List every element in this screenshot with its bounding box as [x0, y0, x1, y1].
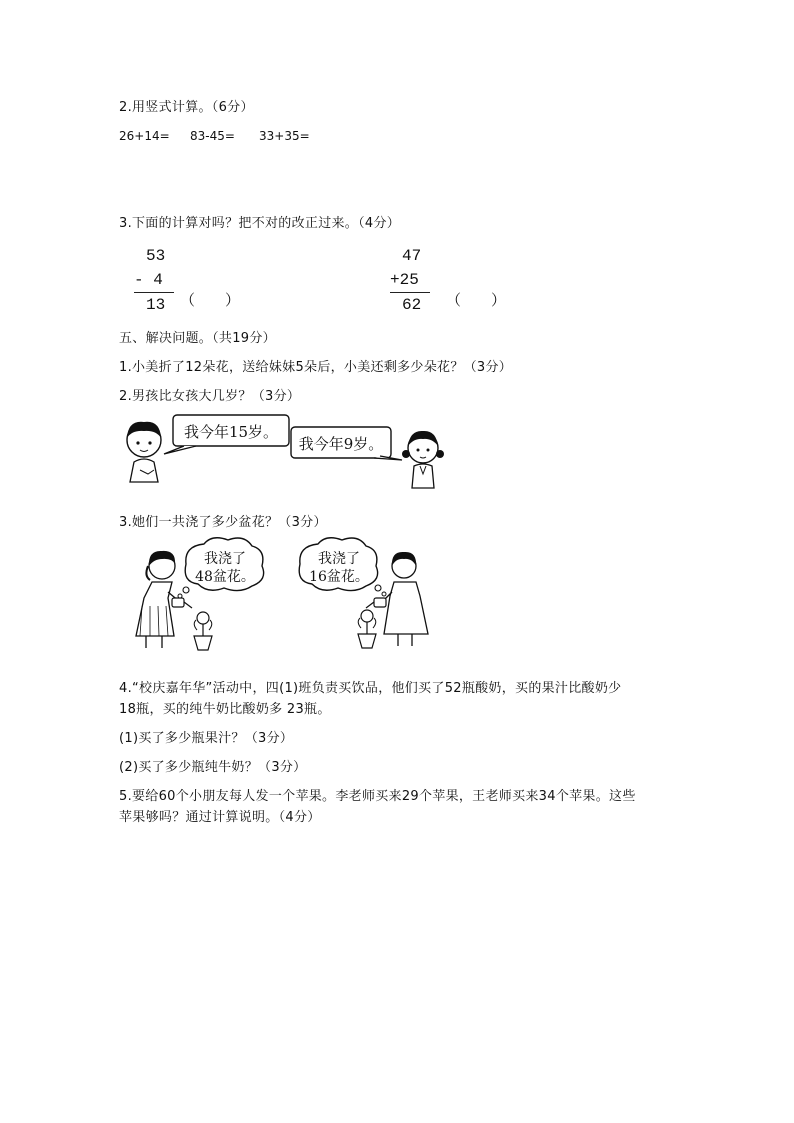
- left-thought-line-1: 我浇了: [204, 551, 246, 567]
- q2-problem-3: 33+35=: [259, 129, 310, 143]
- age-illustration: [118, 410, 458, 490]
- calc-a-top: 53: [146, 247, 166, 265]
- calc-b-operand: +25: [390, 271, 419, 289]
- left-flower-pot: [194, 612, 212, 650]
- boy-speech-text: 我今年15岁。: [183, 423, 279, 441]
- q2-problem-1: 26+14=: [119, 129, 170, 143]
- right-thought-line-2: 16盆花。: [309, 569, 369, 585]
- left-girl-illustration: [136, 551, 192, 648]
- answer-paren-a[interactable]: （ ）: [180, 291, 241, 309]
- section5-title: 五、解决问题。（共19分）: [119, 331, 276, 346]
- boy-illustration: [127, 422, 161, 482]
- problem-4-sub-2: (2)买了多少瓶纯牛奶？（3分）: [119, 760, 307, 775]
- problem-1: 1.小美折了12朵花，送给妹妹5朵后，小美还剩多少朵花？（3分）: [119, 360, 513, 375]
- problem-4-line-2: 18瓶，买的纯牛奶比酸奶多 23瓶。: [119, 702, 331, 717]
- problem-4-sub-1: (1)买了多少瓶果汁？（3分）: [119, 731, 294, 746]
- right-flower-pot: [358, 610, 376, 648]
- watering-illustration: [128, 536, 438, 654]
- problem-4-line-1: 4.“校庆嘉年华”活动中，四(1)班负责买饮品，他们买了52瓶酸奶，买的果汁比酸奶少: [119, 681, 622, 696]
- right-thought-line-1: 我浇了: [318, 551, 360, 567]
- girl-illustration: [402, 431, 444, 488]
- calc-b-top: 47: [402, 247, 422, 265]
- vertical-calc-b: [390, 244, 430, 317]
- problem-5-line-1: 5.要给60个小朋友每人发一个苹果。李老师买来29个苹果，王老师买来34个苹果。这些: [119, 789, 636, 804]
- q2-title: 2.用竖式计算。（6分）: [119, 100, 254, 115]
- left-thought-line-2: 48盆花。: [195, 569, 255, 585]
- girl-speech-text: 我今年9岁。: [298, 435, 384, 453]
- vertical-calc-a: [134, 244, 174, 317]
- q2-problem-2: 83-45=: [190, 129, 235, 143]
- problem-5-line-2: 苹果够吗？通过计算说明。（4分）: [119, 810, 321, 825]
- calc-b-result: 62: [402, 296, 422, 314]
- calc-a-result: 13: [146, 296, 166, 314]
- problem-3: 3.她们一共浇了多少盆花？（3分）: [119, 515, 327, 530]
- q3-title: 3.下面的计算对吗？把不对的改正过来。（4分）: [119, 216, 401, 231]
- problem-2: 2.男孩比女孩大几岁？（3分）: [119, 389, 301, 404]
- calc-a-operand: - 4: [134, 271, 163, 289]
- answer-paren-b[interactable]: （ ）: [446, 291, 507, 309]
